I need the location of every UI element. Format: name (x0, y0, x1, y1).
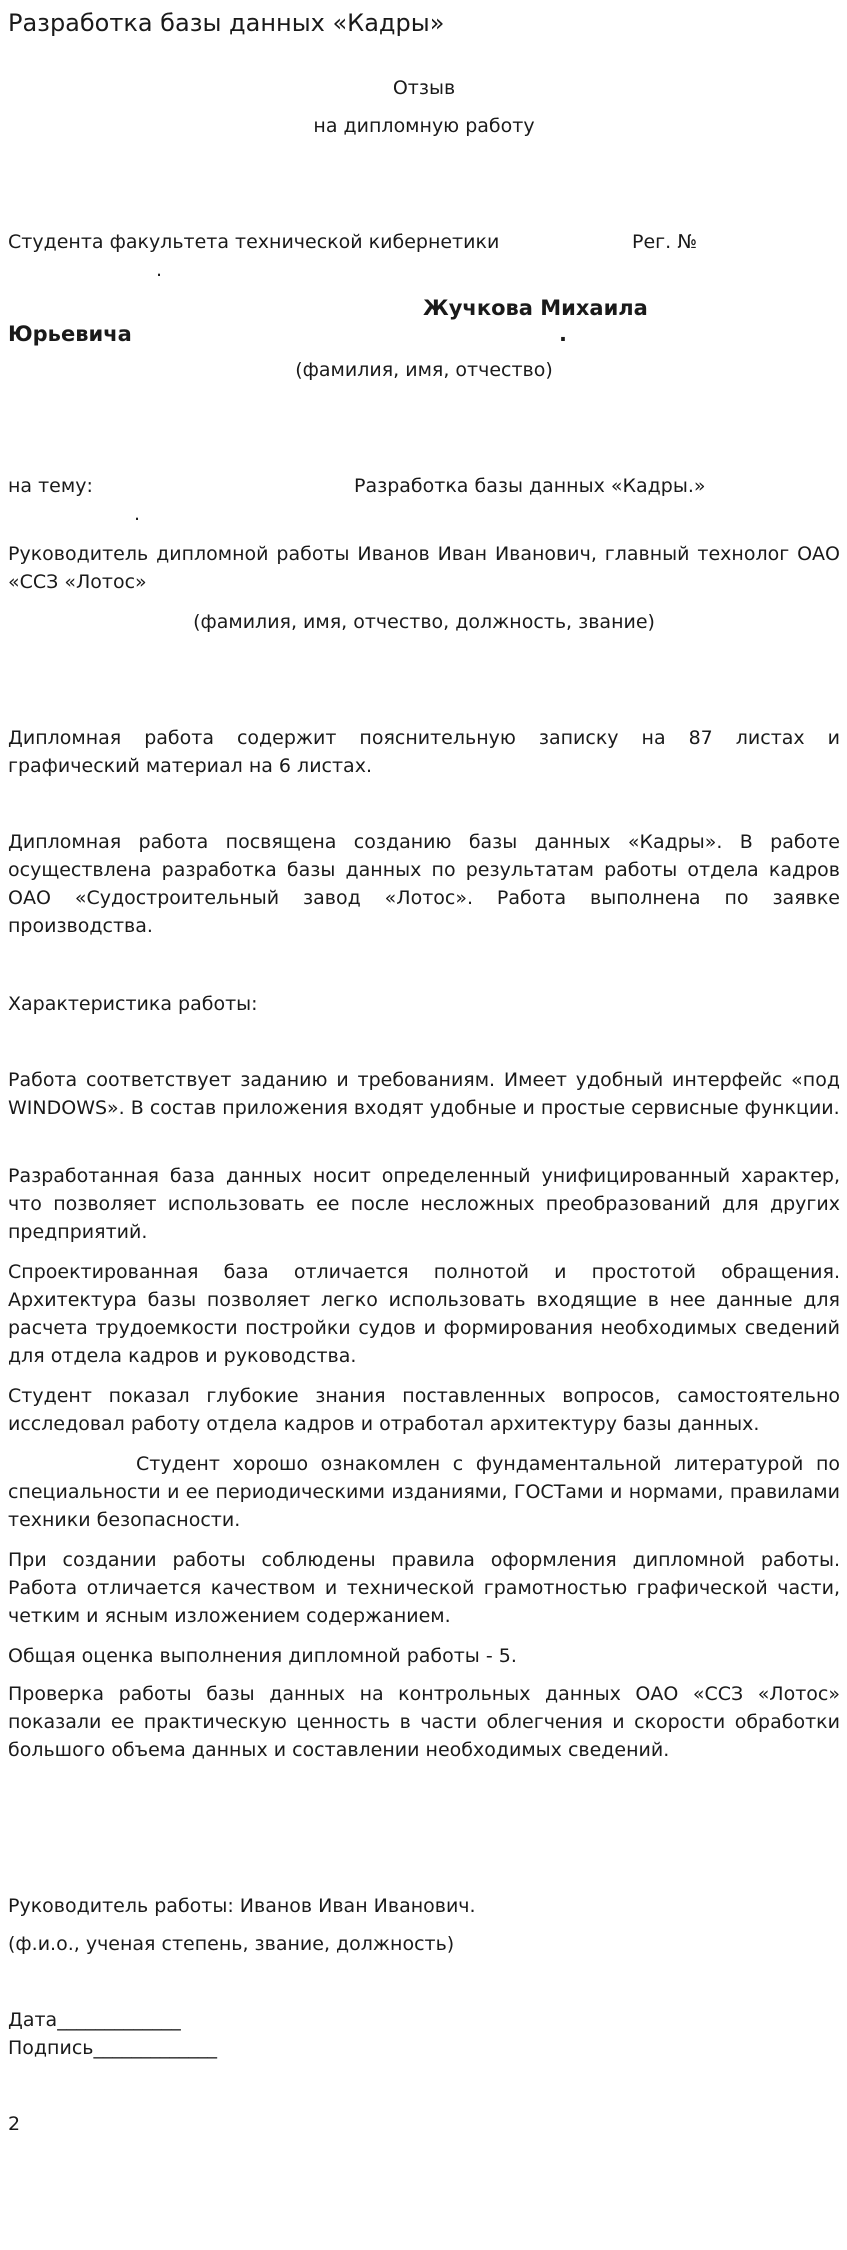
date-line: Дата_____________ (8, 2009, 181, 2031)
page-number: 2 (8, 2113, 21, 2135)
student-name-line2: Юрьевича (8, 322, 132, 346)
topic-label: на тему: (8, 475, 93, 497)
student-label: Студента факультета технической кибернетики (8, 231, 500, 253)
characteristics-heading: Характеристика работы: (8, 993, 258, 1015)
volume-paragraph: Дипломная работа содержит пояснительную записку на 87 листах и графический материал на 6 листах. (8, 727, 840, 777)
reg-label: Рег. № (632, 231, 697, 253)
paragraph-1: Работа соответствует заданию и требованиям. Имеет удобный интерфейс «под WINDOWS». В состав приложения входят удобные и простые сервисные функции. (8, 1069, 840, 1119)
student-name-line1: Жучкова Михаила (423, 296, 648, 320)
supervisor-caption: (фамилия, имя, отчество, должность, звание) (193, 611, 655, 633)
paragraph-4: Студент показал глубокие знания поставленных вопросов, самостоятельно исследовал работу отдела кадров и отработал архитектуру базы данных. (8, 1385, 840, 1435)
paragraph-8: Проверка работы базы данных на контрольных данных ОАО «ССЗ «Лотос» показали ее практическую ценность в части облегчения и скорости обработки большого объема данных и составлении необходимых сведений. (8, 1683, 840, 1761)
paragraph-3: Спроектированная база отличается полнотой и простотой обращения. Архитектура базы позволяет легко использовать входящие в нее данные для расчета трудоемкости постройки судов и формирования необходимых сведений для отдела кадров и руководства. (8, 1261, 840, 1367)
signer-caption: (ф.и.о., ученая степень, звание, должность) (8, 1933, 455, 1955)
review-title: Отзыв (392, 77, 456, 99)
signature-line: Подпись_____________ (8, 2037, 217, 2059)
dot-separator: . (134, 503, 141, 525)
purpose-paragraph: Дипломная работа посвящена созданию базы данных «Кадры». В работе осуществлена разработка базы данных по результатам работы отдела кадров ОАО «Судостроительный завод «Лотос». Работа выполнена по заявке производства. (8, 831, 840, 937)
dot-separator: . (156, 259, 163, 281)
supervisor-line: Руководитель дипломной работы Иванов Иван Иванович, главный технолог ОАО «ССЗ «Лотос» (8, 543, 840, 593)
topic-value: Разработка базы данных «Кадры.» (354, 475, 706, 497)
signer-line: Руководитель работы: Иванов Иван Иванович. (8, 1895, 476, 1917)
paragraph-7: Общая оценка выполнения дипломной работы - 5. (8, 1645, 517, 1667)
paragraph-2: Разработанная база данных носит определенный унифицированный характер, что позволяет использовать ее после несложных преобразований для других предприятий. (8, 1165, 840, 1243)
paragraph-5: Студент хорошо ознакомлен с фундаментальной литературой по специальности и ее периодическими изданиями, ГОСТами и нормами, правилами техники безопасности. (8, 1453, 840, 1531)
dot-separator: . (559, 322, 567, 346)
review-subtitle: на дипломную работу (313, 115, 535, 137)
paragraph-6: При создании работы соблюдены правила оформления дипломной работы. Работа отличается качеством и технической грамотностью графической части, четким и ясным изложением содержанием. (8, 1549, 840, 1627)
document-title: Разработка базы данных «Кадры» (8, 9, 445, 37)
fio-caption: (фамилия, имя, отчество) (295, 359, 553, 381)
